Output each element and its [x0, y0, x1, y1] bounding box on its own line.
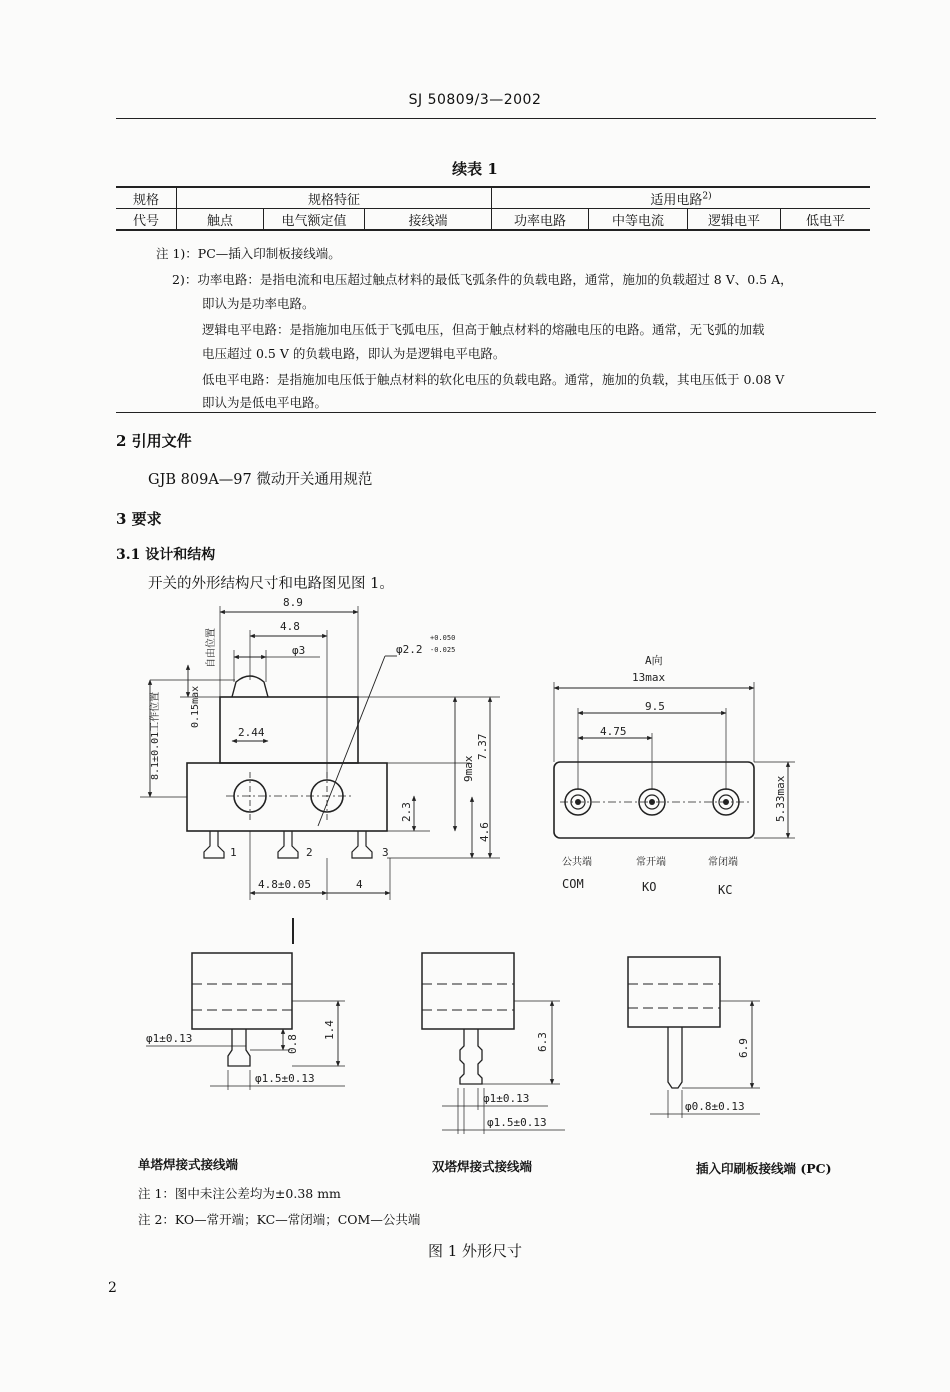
table-caption: 续表 1: [452, 160, 498, 178]
label-ko-cn: 常开端: [636, 857, 666, 868]
table-note-3a: 逻辑电平电路：是指施加电压低于飞弧电压，但高于触点材料的熔融电压的电路。通常，无飞弧的加载: [202, 322, 765, 337]
t2-dim-6-3: 6.3: [536, 1032, 549, 1052]
table-note-2b: 即认为是功率电路。: [202, 296, 315, 311]
dim-phi2-2: φ2.2: [396, 643, 423, 656]
dim-phi2-2-tol-minus: -0.025: [430, 646, 456, 654]
side-a-direction: A向: [645, 654, 663, 667]
col-rating: 电气额定值: [264, 209, 365, 231]
col-medium: 中等电流: [589, 209, 688, 231]
dim-2-44: 2.44: [238, 726, 265, 739]
page-number: 2: [108, 1280, 117, 1296]
notes-rule: [116, 412, 876, 413]
label-com-cn: 公共端: [562, 857, 592, 868]
t2-dim-phi1: φ1±0.13: [483, 1092, 530, 1105]
section-2-heading: 2 引用文件: [116, 432, 192, 450]
section-2-body: GJB 809A—97 微动开关通用规范: [148, 472, 373, 488]
dim-4: 4: [356, 878, 363, 891]
dim-2-3: 2.3: [400, 802, 413, 822]
dim-9max: 9max: [462, 755, 475, 782]
col-code-h2: 代号: [116, 209, 177, 231]
caption-double-solder: 双塔焊接式接线端: [432, 1159, 533, 1174]
figure-note-2: 注 2：KO—常开端；KC—常闭端；COM—公共端: [138, 1212, 421, 1227]
dim-free-position: 自由位置: [206, 628, 217, 668]
side-dim-13max: 13max: [632, 671, 666, 684]
side-dim-5-33max: 5.33max: [774, 775, 787, 822]
section-3-1-body: 开关的外形结构尺寸和电路图见图 1。: [148, 576, 394, 592]
terminal-detail-single: [146, 953, 345, 1090]
table-note-3b: 电压超过 0.5 V 的负载电路，即认为是逻辑电平电路。: [202, 346, 506, 361]
dim-phi2-2-tol-plus: +0.050: [430, 634, 456, 642]
dim-0-15max: 0.15max: [190, 685, 201, 728]
label-com: COM: [562, 877, 584, 891]
t3-dim-phi0-8: φ0.8±0.13: [685, 1100, 745, 1113]
table-note-4a: 低电平电路：是指施加电压低于触点材料的软化电压的负载电路。通常，施加的负载，其电压低于 0.08 V: [202, 372, 785, 387]
col-contact: 触点: [177, 209, 264, 231]
table-note-2a: 2)：功率电路：是指电流和电压超过触点材料的最低飞弧条件的负载电路，通常，施加的负载超过 8 V、0.5 A，: [172, 272, 793, 287]
dim-4-6: 4.6: [478, 822, 491, 842]
side-dim-4-75: 4.75: [600, 725, 627, 738]
label-ko: KO: [642, 880, 657, 894]
caption-single-solder: 单塔焊接式接线端: [138, 1157, 239, 1172]
dim-phi3: φ3: [292, 644, 306, 657]
terminal-2-label: 2: [306, 846, 313, 859]
dim-7-37: 7.37: [476, 733, 489, 760]
dim-8-9: 8.9: [283, 596, 303, 609]
header-rule: [116, 118, 876, 119]
col-power: 功率电路: [492, 209, 589, 231]
col-low: 低电平: [781, 209, 871, 231]
dim-8-1-working: 8.1±0.01工作位置: [150, 691, 161, 780]
col-circuit-header: 适用电路$^{2)}$: [492, 187, 871, 209]
table-note-4b: 即认为是低电平电路。: [202, 395, 328, 410]
table-note-1: 注 1)：PC—插入印制板接线端。: [156, 246, 341, 261]
section-3-1-heading: 3.1 设计和结构: [116, 547, 216, 563]
t1-dim-0-8: 0.8: [286, 1034, 299, 1054]
front-view: [140, 596, 500, 944]
caption-pc-terminal: 插入印刷板接线端 (PC): [696, 1161, 832, 1176]
figure-title: 图 1 外形尺寸: [427, 1242, 523, 1260]
figure-1-drawing: [0, 590, 950, 1190]
col-features-header: 规格特征: [177, 187, 492, 209]
label-kc-cn: 常闭端: [708, 857, 738, 868]
col-terminal: 接线端: [365, 209, 492, 231]
t1-dim-phi1: φ1±0.13: [146, 1032, 193, 1045]
document-number: SJ 50809/3—2002: [408, 92, 542, 108]
col-code-h1: 规格: [116, 187, 177, 209]
terminal-3-label: 3: [382, 846, 389, 859]
terminal-1-label: 1: [230, 846, 237, 859]
terminal-detail-double: [422, 953, 565, 1134]
dim-4-8-pitch: 4.8±0.05: [258, 878, 311, 891]
spec-table: [116, 186, 870, 231]
t1-dim-phi1-5: φ1.5±0.13: [255, 1072, 315, 1085]
t2-dim-phi1-5: φ1.5±0.13: [487, 1116, 547, 1129]
terminal-detail-pc: [628, 957, 760, 1118]
section-3-heading: 3 要求: [116, 510, 162, 528]
side-dim-9-5: 9.5: [645, 700, 665, 713]
col-logic: 逻辑电平: [688, 209, 781, 231]
t1-dim-1-4: 1.4: [323, 1020, 336, 1040]
figure-note-1: 注 1：图中未注公差均为±0.38 mm: [138, 1186, 341, 1201]
label-kc: KC: [718, 883, 733, 897]
side-view-a: [554, 653, 795, 897]
dim-4-8: 4.8: [280, 620, 300, 633]
t3-dim-6-9: 6.9: [737, 1038, 750, 1058]
